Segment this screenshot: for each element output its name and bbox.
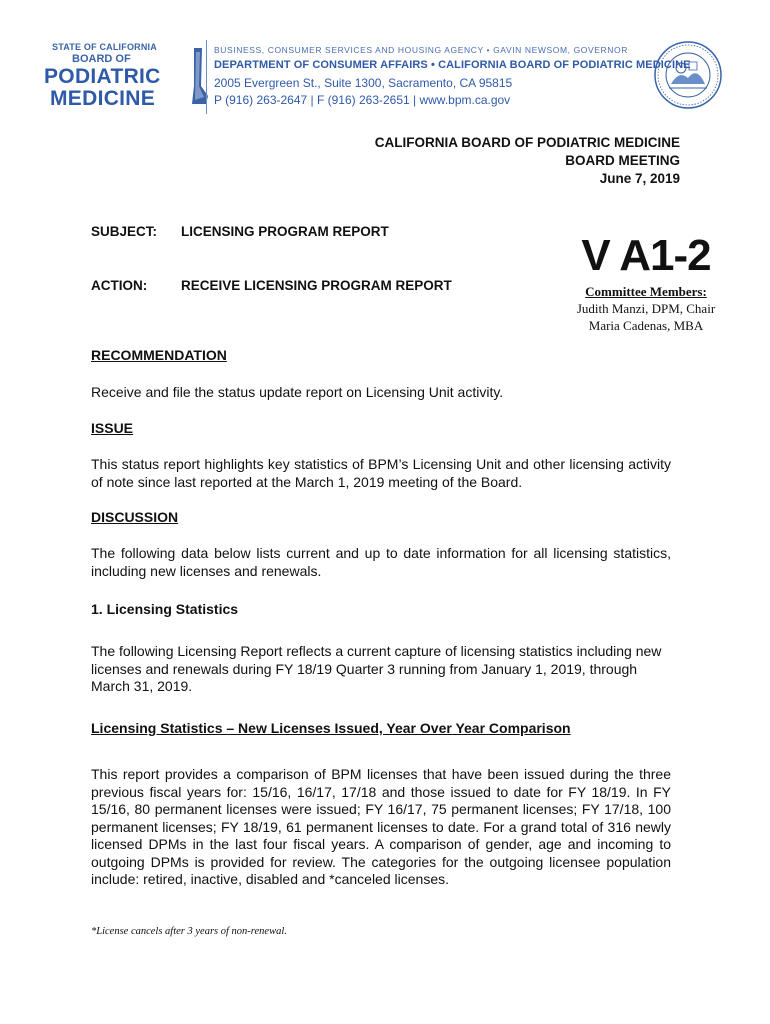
committee-member: Maria Cadenas, MBA [588,318,704,333]
recommendation-text: Receive and file the status update report on Licensing Unit activity. [91,384,504,400]
logo-medicine-text: MEDICINE [50,87,156,110]
committee-title: Committee Members: [585,284,707,299]
action-label: ACTION: [91,278,148,293]
issue-heading: ISSUE [91,420,134,436]
meeting-board: CALIFORNIA BOARD OF PODIATRIC MEDICINE [374,135,680,150]
letterhead-divider [206,40,207,114]
stats-heading: 1. Licensing Statistics [91,601,239,617]
contact-line: P (916) 263-2647 | F (916) 263-2651 | www.bpm.ca.gov [214,93,511,107]
discussion-text: The following data below lists current and up to date information for all licensing statistics, including new licenses and renewals. [91,545,671,579]
agency-line: BUSINESS, CONSUMER SERVICES AND HOUSING AGENCY • GAVIN NEWSOM, GOVERNOR [214,45,628,55]
subject-value: LICENSING PROGRAM REPORT [181,224,389,239]
issue-text: This status report highlights key statistics of BPM’s Licensing Unit and other licensing activity of note since last reported at the March 1, 2019 meeting of the Board. [91,456,671,490]
action-value: RECEIVE LICENSING PROGRAM REPORT [181,278,452,293]
agenda-item-number: V A1-2 [581,231,711,280]
yoy-heading: Licensing Statistics – New Licenses Issued, Year Over Year Comparison [91,720,571,736]
address-line: 2005 Evergreen St., Suite 1300, Sacramento, CA 95815 [214,76,513,90]
stats-text: The following Licensing Report reflects a current capture of licensing statistics including new licenses and renewals during FY 18/19 Quarter 3 running from January 1, 2019, through March 31, 2019. [91,643,662,694]
logo-board-of-text: BOARD OF [72,53,131,65]
meeting-header [375,134,680,188]
yoy-text: This report provides a comparison of BPM licenses that have been issued during the three previous fiscal years for: 15/16, 16/17, 17/18 and those issued to date for FY 18/19. In FY 15/16, 80 permanent licenses were issued; FY 16/17, 75 permanent licenses; FY 17/18, 100 permanent licenses; FY 18/19, 61 permanent licenses to date. For a grand total of 316 newly licensed DPMs in the last four fiscal years. A comparison of gender, age and incoming to outgoing DPMs is provided for review. The categories for the outgoing licensee population include: retired, inactive, disabled and *canceled licenses. [91,766,671,887]
state-seal-icon [653,40,723,110]
recommendation-heading: RECOMMENDATION [91,347,227,363]
meeting-title: BOARD MEETING [565,153,680,168]
logo-podiatric-text: PODIATRIC [44,65,161,88]
agenda-block [566,230,726,334]
meeting-date: June 7, 2019 [599,171,680,186]
committee-member: Judith Manzi, DPM, Chair [576,301,716,316]
foot-icon [188,46,212,108]
department-line: DEPARTMENT OF CONSUMER AFFAIRS • CALIFORNIA BOARD OF PODIATRIC MEDICINE [214,59,691,71]
discussion-heading: DISCUSSION [91,509,179,525]
board-logo [44,42,194,116]
logo-state-text: STATE OF CALIFORNIA [52,42,157,52]
subject-label: SUBJECT: [91,224,158,239]
footnote: *License cancels after 3 years of non-renewal. [91,926,287,937]
